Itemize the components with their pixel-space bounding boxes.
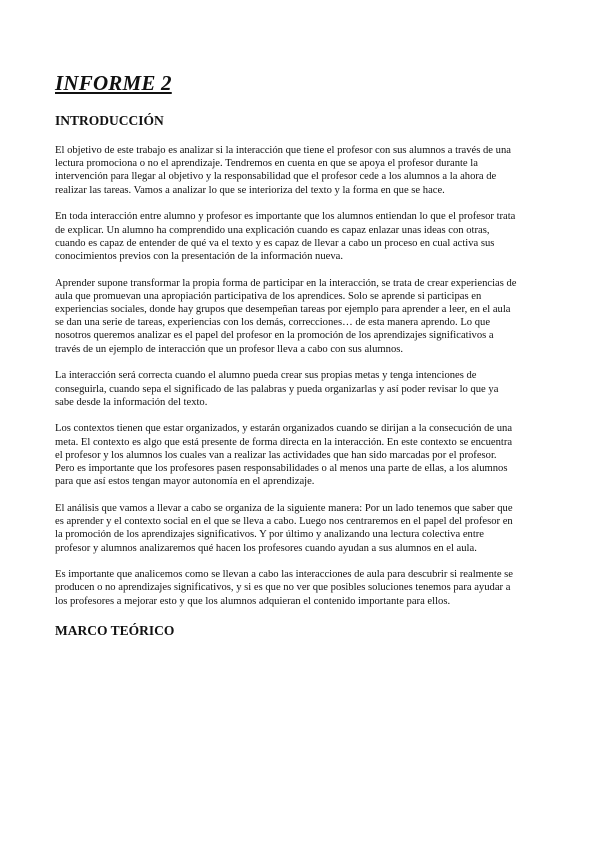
intro-paragraph-1: El objetivo de este trabajo es analizar si la interacción que tiene el profesor con sus alumnos a través de una lectura promociona o no el aprendizaje. Tendremos en cuenta en que se apoya el profesor durante la intervención para llegar al objetivo y la responsabilidad que el profesor cede a los alumnos a la ahora de realizar las tareas. Vamos a analizar lo que se interioriza del texto y la forma en que se hace.	[55, 145, 511, 196]
document-title: INFORME 2	[55, 71, 172, 95]
intro-paragraph-5: Los contextos tienen que estar organizados, y estarán organizados cuando se dirijan a la consecución de una meta. El contexto es algo que está presente de forma directa en la interacción. En este contexto se encuentra el profesor y los alumnos los cuales van a realizar las actividades que han sido marcadas por el profesor. Pero es importante que los profesores pasen responsabilidades o al menos una parte de ellas, a los alumnos para que así estos tengan mayor autonomía en el aprendizaje.	[55, 423, 513, 488]
document-page	[55, 70, 517, 654]
section-heading-introduccion: INTRODUCCIÓN	[55, 113, 164, 128]
section-heading-marco-teorico: MARCO TEÓRICO	[55, 622, 175, 638]
intro-paragraph-4: La interacción será correcta cuando el alumno pueda crear sus propias metas y tenga intenciones de conseguirla, cuando sepa el significado de las palabras y pueda organizarlas y así poder revisar lo que ya sabe desde la información del texto.	[55, 370, 499, 408]
intro-paragraph-3: Aprender supone transformar la propia forma de participar en la interacción, se trata de crear experiencias de aula que promuevan una apropiación participativa de los aprendices. Solo se aprende si participas en experiencias sociales, donde hay grupos que desempeñan tareas por ejemplo para aprender a leer, en el aula se dan una serie de tareas, experiencias con los demás, correcciones… de esta manera aprendo. Lo que nosotros queremos analizar es el papel del profesor en la promoción de los aprendizajes significativos a través de un ejemplo de interacción que un profesor lleva a cabo con sus alumnos.	[55, 277, 517, 355]
intro-paragraph-2: En toda interacción entre alumno y profesor es importante que los alumnos entiendan lo que el profesor trata de explicar. Un alumno ha comprendido una explicación cuando es capaz enlazar unas ideas con otras, cuando es capaz de entender de qué va el texto y es capaz de llevar a cabo un proceso en cual activa sus conocimientos previos con la presentación de la información nueva.	[55, 211, 516, 262]
intro-paragraph-7: Es importante que analicemos como se llevan a cabo las interacciones de aula para descubrir si realmente se producen o no aprendizajes significativos, y si es que no ver que posibles soluciones tenemos para ayudar a los profesores a mejorar esto y que los alumnos adquieran el contenido importante para ellos.	[55, 569, 513, 607]
intro-paragraph-6: El análisis que vamos a llevar a cabo se organiza de la siguiente manera: Por un lado tenemos que saber que es aprender y el contexto social en el que se lleva a cabo. Luego nos centraremos en el papel del profesor en la promoción de los aprendizajes significativos. Y por último y analizando una lectura colectiva entre profesor y alumnos analizaremos qué hacen los profesores cuando ayudan a sus alumnos en el aula.	[55, 502, 513, 554]
